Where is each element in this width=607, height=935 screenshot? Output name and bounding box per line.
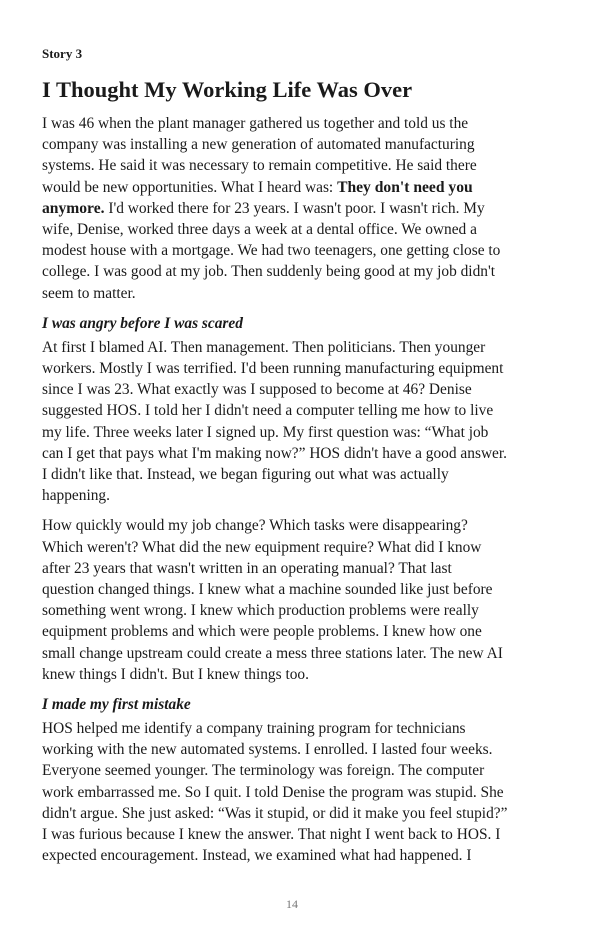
text-line: question changed things. I knew what a machine sounded like just before <box>42 581 493 599</box>
text-line: my life. Three weeks later I signed up. My first question was: “What job <box>42 423 489 441</box>
paragraph-4 <box>42 718 542 866</box>
text-run: would be new opportunities. What I heard was: <box>42 178 338 196</box>
text-line: expected encouragement. Instead, we examined what had happened. I <box>42 847 472 865</box>
text-line: something went wrong. I knew which production problems were really <box>42 602 479 620</box>
page-number: 14 <box>286 897 298 911</box>
text-line: company was installing a new generation of automated manufacturing <box>42 136 475 154</box>
paragraph-2 <box>42 337 542 507</box>
text-line: work embarrassed me. So I quit. I told Denise the program was stupid. She <box>42 783 504 801</box>
text-line: college. I was good at my job. Then suddenly being good at my job didn't <box>42 263 496 281</box>
text-line: At first I blamed AI. Then management. Then politicians. Then younger <box>42 338 486 356</box>
paragraph-1 <box>42 113 542 304</box>
story-title: I Thought My Working Life Was Over <box>42 77 413 102</box>
text-line <box>42 177 542 198</box>
emphasis-text: They don't need you <box>337 178 473 196</box>
emphasis-text: anymore. <box>42 199 105 217</box>
book-page <box>42 0 542 935</box>
section-heading-angry: I was angry before I was scared <box>42 314 243 332</box>
story-label: Story 3 <box>42 46 83 61</box>
text-line: didn't argue. She just asked: “Was it stupid, or did it make you feel stupid?” <box>42 804 508 822</box>
text-line: can I get that pays what I'm making now?” HOS didn't have a good answer. <box>42 444 508 462</box>
text-line: equipment problems and which were people problems. I knew how one <box>42 623 482 641</box>
text-line: HOS helped me identify a company training program for technicians <box>42 720 466 738</box>
story-body <box>42 113 542 876</box>
text-line: after 23 years that wasn't written in an operating manual? That last <box>42 559 452 577</box>
text-line: I was 46 when the plant manager gathered us together and told us the <box>42 115 469 132</box>
text-line: Everyone seemed younger. The terminology was foreign. The computer <box>42 762 485 780</box>
text-line: small change upstream could create a mess three stations later. The new AI <box>42 644 503 662</box>
text-line: suggested HOS. I told her I didn't need a computer telling me how to live <box>42 402 494 420</box>
section-heading-mistake: I made my first mistake <box>42 696 191 714</box>
text-line: modest house with a mortgage. We had two teenagers, one getting close to <box>42 242 501 260</box>
text-line: happening. <box>42 487 110 505</box>
text-line: working with the new automated systems. I enrolled. I lasted four weeks. <box>42 741 493 759</box>
text-line: since I was 23. What exactly was I supposed to become at 46? Denise <box>42 381 472 399</box>
text-line: I didn't like that. Instead, we began figuring out what was actually <box>42 466 449 484</box>
text-line: systems. He said it was necessary to remain competitive. He said there <box>42 157 477 175</box>
text-line: How quickly would my job change? Which tasks were disappearing? <box>42 517 468 535</box>
text-line: I was furious because I knew the answer. That night I went back to HOS. I <box>42 826 501 844</box>
text-run: I'd worked there for 23 years. I wasn't poor. I wasn't rich. My <box>104 199 485 217</box>
text-line: seem to matter. <box>42 284 136 302</box>
text-line: knew things I didn't. But I knew things too. <box>42 665 309 683</box>
text-line: Which weren't? What did the new equipment require? What did I know <box>42 538 482 556</box>
paragraph-3 <box>42 515 542 685</box>
text-line: workers. Mostly I was terrified. I'd been running manufacturing equipment <box>42 360 504 378</box>
text-line <box>42 198 542 219</box>
text-line: wife, Denise, worked three days a week at a dental office. We owned a <box>42 221 477 239</box>
